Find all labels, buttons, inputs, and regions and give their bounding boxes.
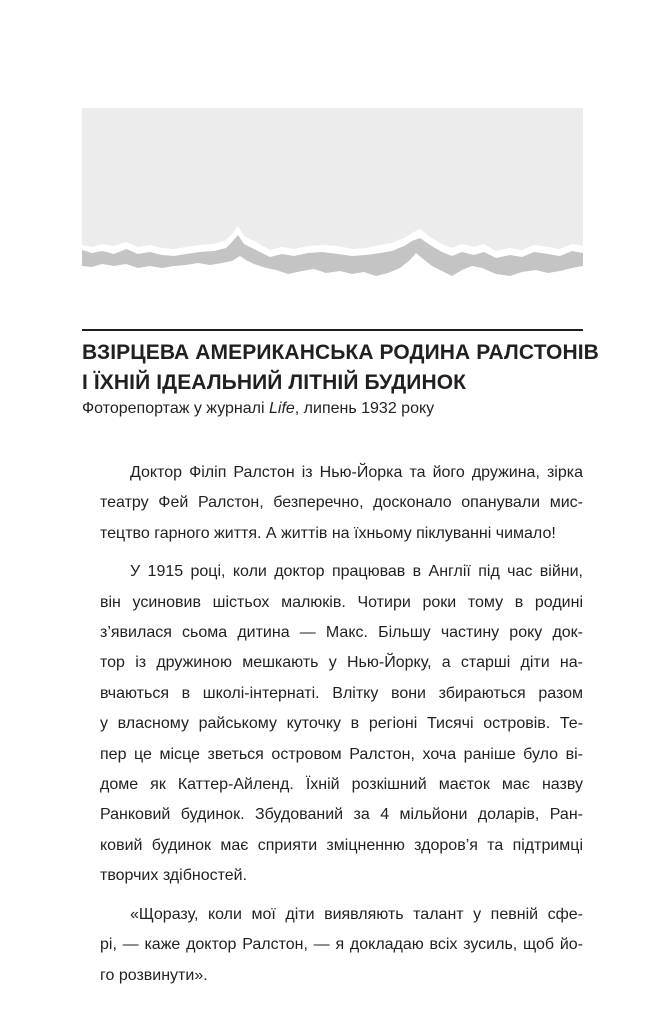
chapter-title-line-2: І ЇХНІЙ ІДЕАЛЬНИЙ ЛІТНІЙ БУДИНОК — [82, 371, 467, 394]
paragraph-line: рі, — каже доктор Ралстон, — я докладаю всіх зусиль, щоб йо- — [100, 936, 583, 954]
paragraph-line: ковий будинок має сприяти зміцненню здоров’я та підтримці — [100, 836, 583, 854]
paragraph-line: Доктор Філіп Ралстон із Нью-Йорка та його дружина, зірка — [130, 464, 583, 481]
paragraph-line: з’явилася сьома дитина — Макс. Більшу частину року док- — [100, 624, 583, 642]
header-sky-shape — [82, 108, 583, 251]
paragraph-line: тор із дружиною мешкають у Нью-Йорку, а старші діти на- — [100, 654, 583, 672]
subtitle-text-before: Фоторепортаж у журналі — [82, 400, 269, 417]
chapter-title — [82, 338, 602, 398]
paragraph-line: «Щоразу, коли мої діти виявляють талант у певній сфе- — [130, 905, 583, 923]
paragraph-line: У 1915 році, коли доктор працював в Англії під час війни, — [130, 563, 583, 581]
body-text — [100, 458, 583, 991]
paragraph-line: у власному райському куточку в регіоні Тисячі островів. Те- — [100, 715, 583, 733]
paragraph-line: доме як Каттер-Айленд. Їхній розкішний маєток має назву — [100, 776, 583, 794]
paragraph-line: вчаються в школі-інтернаті. Влітку вони збираються разом — [100, 684, 583, 702]
paragraph-line: творчих здібностей. — [100, 867, 248, 885]
paragraph-line: го розвинути». — [100, 966, 208, 984]
magazine-name: Life — [268, 400, 295, 417]
subtitle-text-after: , липень 1932 року — [294, 400, 435, 417]
paragraph-line: театру Фей Ралстон, безперечно, досконало опанували мис- — [100, 494, 583, 512]
header-landscape-image — [82, 108, 583, 280]
paragraph-line: тецтво гарного життя. А життів на їхньому піклуванні чимало! — [100, 524, 556, 542]
section-divider — [82, 329, 583, 331]
chapter-title-line-1: ВЗІРЦЕВА АМЕРИКАНСЬКА РОДИНА РАЛСТОНІВ — [82, 341, 599, 364]
chapter-subtitle — [82, 397, 602, 421]
paragraph-line: він усиновив шістьох малюків. Чотири роки тому в родині — [100, 593, 583, 611]
paragraph-line: пер це місце зветься островом Ралстон, хоча раніше було ві- — [100, 745, 583, 763]
paragraph-line: Ранковий будинок. Збудований за 4 мільйони доларів, Ран- — [100, 806, 583, 824]
